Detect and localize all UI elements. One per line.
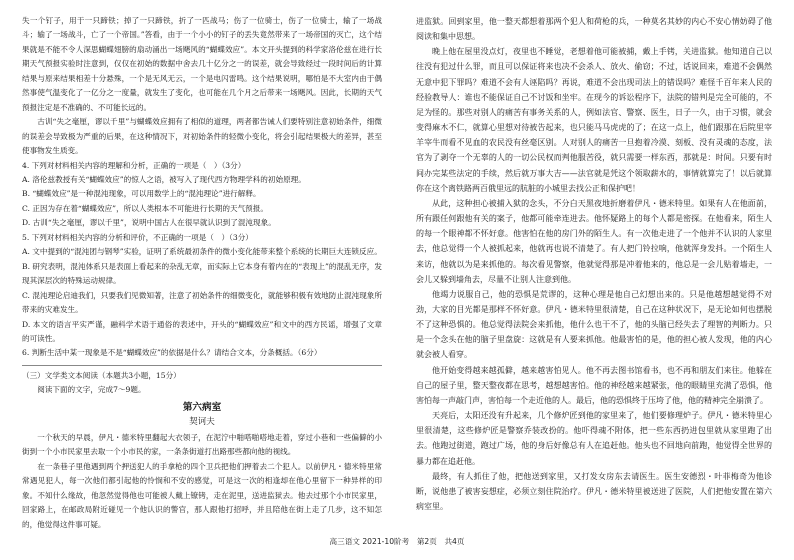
story-paragraph: 在一条巷子里他遇到两个押送犯人的手拿枪的四个卫兵把他们押着去二个犯人。以前伊凡・德米特里常常遇见犯人，每一次他们都引起他的怜悯和不安的感觉，可是这一次的相逢却在他心里留下一种异样的印象。不知什么缘故，他忽然觉得他也可能被人戴上镣铐，走在泥里，送进监狱去。他去过那个小市民家里，回家路上，在邮政局附近碰见一个他认识的警官，那人跟他打招呼，并且陪他在街上走了几步，这不知怎的，他觉得这件事可疑。 xyxy=(22,461,382,529)
question-option: A. 文中提到的“混沌团与钢琴”实验，证明了系统最初条件的微小变化能带来整个系统的长期巨大连锁反应。 xyxy=(22,247,382,257)
story-paragraph: 从此，这种担心被捕入狱的念头，不分白天黑夜地折磨着伊凡・德米特里。如果有人在他面前，所有跟任何跟他有关的案子，他都可能牵连进去。他怀疑路上的每个人都是密探。在他看来，陌生人的每一个眼神都不怀好意。他害怕在他的房门外的陌生人。有一次他走进了一个他并不认识的人家里去，他总觉得一个人被抓起来，他就再也说不清楚了。有人把门铃拉响，他就浑身发抖。一个陌生人来访，他就以为是来抓他的。每次看见警察，他就觉得那是冲着他来的，他总是一会儿贴着墙走，一会儿又躲到墙角去，尽量不让别人注意到他。 xyxy=(416,198,772,284)
story-paragraph: 晚上他在屋里没点灯，夜里也不睡觉，老想着他可能被捕，戴上手铐，关进监狱。他知道自己以往没有犯过什么罪，而且可以保证将来也决不会杀人、放火、偷窃；不过，话说回来，难道不会偶然无意中犯下罪吗？难道不会有人诬陷吗？再说，难道不会出现司法上的错误吗？难怪千百年来人民的经验教导人：谁也不能保证自己不讨饭和坐牢。在现今的诉讼程序下，法院的错判是完全可能的，不足为怪的。那些对别人的痛苦有事务关系的人，例如法官、警察、医生，日子一久，由于习惯，就会变得麻木不仁，就算心里想对待被告起来，也只能马马虎虎的了；在这一点上，他们跟那在后院里宰羊宰牛而看不见血的农民没有丝毫区别。人对别人的痛苦一旦抱着冷漠、刻板、没有灵魂的态度，法官为了剥夺一个无辜的人的一切公民权而判他服苦役，就只需要一样东西，那就是：时间。只要有时间办完某些法定的手续，然后就万事大吉——法官就是凭这个领取薪水的，事情就算完了！以后就算你在这个离铁路两百俄里远的肮脏的小城里去找公正和保护吧！ xyxy=(416,47,772,193)
story-paragraph: 最终，有人抓住了他，把他送到家里，又打发女房东去请医生。医生安德烈・叶菲梅奇为他诊断，说他患了被害妄想症，必须立刻住院治疗。伊凡・德米特里被送进了医院，人们把他安置在第六病室里。 xyxy=(416,471,772,511)
left-column xyxy=(22,14,382,532)
question-option: C. 混沌理论启迪我们，只要我们见微知著，注意了初始条件的细微变化，就能够积极有效地防止混沌现象所带来的灾难发生。 xyxy=(22,290,382,315)
story-title: 第六病室 xyxy=(182,401,222,413)
question-option: C. 正因为存在着“蝴蝶效应”，所以人类根本不可能进行长期的天气预报。 xyxy=(22,203,268,213)
story-paragraph: 进监狱。回到家里，他一整天都想着那两个犯人和荷枪的兵，一种莫名其妙的内心不安心情妨碍了他阅读和集中思想。 xyxy=(416,17,772,42)
question: 5. 下列对材料相关内容的分析和评价，不正确的一项是（ ）（3分） xyxy=(22,232,253,242)
page-footer: 高三语文 2021-10阶考 第2页 共4页 xyxy=(329,537,465,546)
section-divider xyxy=(22,365,382,366)
story-paragraph: 他开始变得越来越孤僻，越来越害怕见人。他不再去图书馆看书，也不再和朋友们来往。他躲在自己的屋子里，整天整夜都在思考，越想越害怕。他的神经越来越紧张，他的眼睛里充满了恐惧，他害怕每一声敲门声，害怕每一个走近他的人。最后，他的恐惧终于压垮了他，他的精神完全崩溃了。 xyxy=(416,365,772,405)
right-column xyxy=(416,14,772,514)
question-option: B. 研究表明，混沌体系只是表面上看起来的杂乱无章，而实际上它本身有着内在的“表现上”的混乱无序，发现其深层次的特殊运动规律。 xyxy=(22,261,382,286)
question: 6. 判断生活中某一现象是不是“蝴蝶效应”的依据是什么？请结合文本，分条概括。（6分） xyxy=(22,348,322,358)
story-paragraph: 他竭力说服自己，他的恐惧是荒谬的，这种心理是他自己幻想出来的。只是他越想越觉得不对劲，大家的目光都是那样不怀好意。伊凡・德米特里很清楚，自己在这种状况下，是无论如何也摆脱不了这种恐惧的。他总觉得法院会来抓他，他什么也干不了，他的头脑已经失去了理智的判断力。只是一个念头在他的脑子里盘旋：这就是有人要来抓他。他最害怕的是，他的担心被人发现，他的内心就会被人看穿。 xyxy=(416,289,772,360)
section-heading: （三）文学类文本阅读（本题共3小题，15分） xyxy=(22,370,181,380)
paragraph: 失一个钉子，用于一只蹄铁；掉了一只蹄铁，折了一匹战马；伤了一位骑士，伤了一位骑士，输了一场战斗；输了一场战斗，亡了一个帝国。”答看，由于一个小小的钉子的丢失竟然带来了一场帝国的灭亡，这个结果就是不能不令人深思蝴蝶翅膀的扇动涌出一场飓风的“蝴蝶效应”。本文开头提到的科学家洛伦兹在进行长期天气预报实验时注意到，仅仅在初始的数据中舍去几十亿分之一的误差，就会导致经过一段时间后的计算结果与原来结果相差十分悬殊，一个是无风无云，一个是电闪雷鸣。这个结果说明，哪怕是不大室内由于偶然事使气温变化了一亿分之一度量，就发生了变化，也可能在几个月之后带来一场飓风。因此，长期的天气预报注定是不准确的、不可能长远的。 xyxy=(22,16,382,112)
question: 4. 下列对材料相关内容的理解和分析，正确的一项是（ ）（3分） xyxy=(22,160,246,170)
question-option: D. 本文的语言平实严谨，融科学术语于通俗的表述中，开头的“蝴蝶效应”和文中的西方民谣，增强了文章的可读性。 xyxy=(22,319,382,343)
story-author: 契诃夫 xyxy=(189,416,215,427)
story-paragraph: 天亮后，太阳还没有升起来，几个修炉匠到他的家里来了，他们要修理炉子。伊凡・德米特里心里很清楚，这些修炉匠是警察乔装改扮的。他吓得魂不附体，把一些东西扔进包里就从家里跑了出去。他跑过街道，跑过广场，他的身后好像总有人在追赶他。他头也不回地向前跑，他觉得全世界的暴力都在追赶他。 xyxy=(416,411,772,466)
section-instruction: 阅读下面的文字，完成7～9题。 xyxy=(37,385,146,395)
story-paragraph: 一个秋天的早晨，伊凡・德米特里翻起大衣领子，在泥泞中啪嗒啪嗒地走着，穿过小巷和一些偏僻的小街到一个小市民家里去取一个小市民的家，一条条街道打出路那些都向他的视线。 xyxy=(22,432,382,457)
question-option: B. “蝴蝶效应”是一种混沌现象，可以用数学上的“混沌理论”进行解释。 xyxy=(22,189,261,199)
paragraph: 古训“失之毫厘，谬以千里”与蝴蝶效应拥有了相似的道理，两者都告诫人们要特别注意初始条件，细微的误差会导致极为严重的后果，在这种情况下，对初始条件的轻微小变化，将会引起结果极大的差异，甚至使事物发生质变。 xyxy=(22,117,382,156)
question-option: D. 古训“失之毫厘，谬以千里”，说明中国古人在很早就认识到了混沌现象。 xyxy=(22,218,276,228)
question-option: A. 洛伦兹教授有关“蝴蝶效应”的惊人之语，被写入了现代西方物理学科的初始原理。 xyxy=(22,174,306,184)
